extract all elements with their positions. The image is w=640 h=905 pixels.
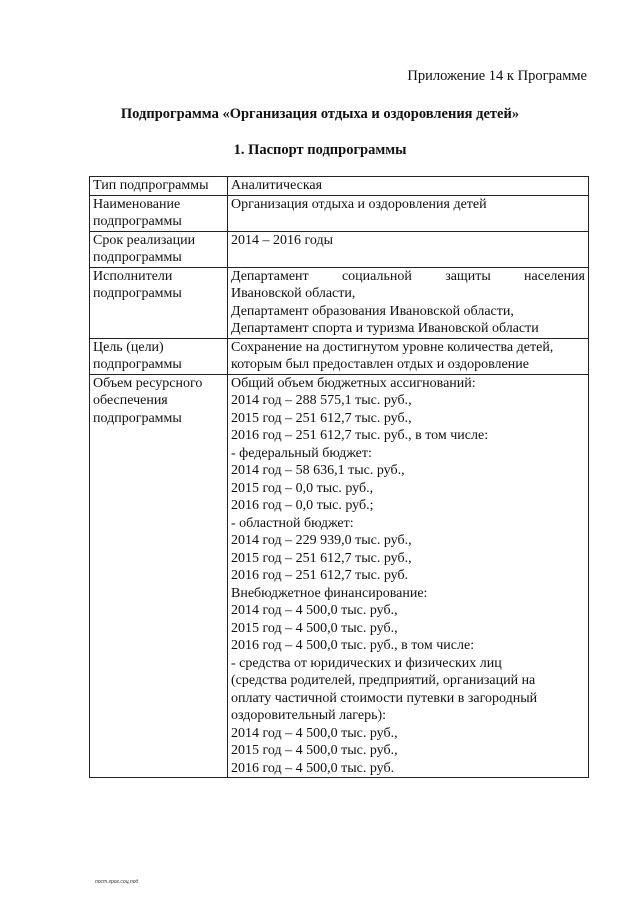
- cell-text-line: 2014 – 2016 годы: [231, 232, 334, 248]
- funding-label-cell: [90, 374, 228, 778]
- type-value-cell: [228, 177, 589, 196]
- cell-text-line: Общий объем бюджетных ассигнований:: [231, 375, 476, 391]
- cell-text-line: 2016 год – 251 612,7 тыс. руб., в том числе:: [231, 428, 489, 443]
- cell-text-line: 2015 год – 4 500,0 тыс. руб.,: [231, 620, 398, 636]
- table-row-executors: [90, 267, 589, 338]
- footer-file-code: пост.грог.соц.под: [95, 879, 139, 885]
- cell-text-line: которым был предоставлен отдых и оздоровление: [231, 357, 529, 372]
- table-row-name: [90, 195, 589, 231]
- cell-text-line: Сохранение на достигнутом уровне количества детей,: [231, 339, 554, 355]
- executors-label-cell: [90, 267, 228, 338]
- document-title: Подпрограмма «Организация отдыха и оздоровления детей»: [120, 106, 520, 122]
- cell-text-line: 2015 год – 0,0 тыс. руб.,: [231, 480, 374, 496]
- cell-text-line: 2015 год – 251 612,7 тыс. руб.,: [231, 550, 412, 566]
- cell-text-line: 2014 год – 4 500,0 тыс. руб.,: [231, 725, 398, 741]
- cell-text-line: подпрограммы: [93, 214, 182, 229]
- cell-text-line: Департамент образования Ивановской области,: [231, 303, 514, 319]
- term-label-cell: [90, 231, 228, 267]
- table-row-funding: [90, 374, 589, 778]
- cell-text-line: Внебюджетное финансирование:: [231, 585, 428, 601]
- executors-value-cell: [228, 267, 589, 338]
- cell-text-line: обеспечения: [93, 393, 168, 408]
- cell-text-line: 2014 год – 4 500,0 тыс. руб.,: [231, 603, 398, 618]
- cell-text-line: оздоровительный лагерь):: [231, 708, 387, 723]
- type-label-cell: [90, 177, 228, 196]
- funding-value-cell: [228, 374, 589, 778]
- goal-label-cell: [90, 338, 228, 374]
- cell-text-line: - областной бюджет:: [231, 515, 354, 531]
- cell-text-line: 2016 год – 251 612,7 тыс. руб.: [231, 568, 409, 583]
- cell-text-line: Департамент социальной защиты населения: [231, 268, 585, 284]
- cell-text-line: подпрограммы: [93, 357, 182, 372]
- cell-text-line: Объем ресурсного: [93, 375, 203, 391]
- cell-text-line: 2016 год – 4 500,0 тыс. руб.: [231, 760, 395, 776]
- cell-text-line: 2015 год – 251 612,7 тыс. руб.,: [231, 410, 412, 426]
- cell-text-line: Департамент спорта и туризма Ивановской области: [231, 321, 539, 336]
- passport-table: [89, 176, 589, 778]
- cell-text-line: Организация отдыха и оздоровления детей: [231, 196, 487, 212]
- appendix-reference: Приложение 14 к Программе: [407, 68, 587, 84]
- cell-text-line: 2014 год – 58 636,1 тыс. руб.,: [231, 463, 405, 478]
- cell-text-line: Срок реализации: [93, 232, 196, 248]
- cell-text-line: 2015 год – 4 500,0 тыс. руб.,: [231, 743, 398, 758]
- cell-text-line: 2014 год – 288 575,1 тыс. руб.,: [231, 393, 412, 408]
- table-row-type: [90, 177, 589, 196]
- cell-text-line: Цель (цели): [93, 339, 164, 355]
- cell-text-line: Наименование: [93, 196, 181, 212]
- cell-text-line: - федеральный бюджет:: [231, 445, 372, 461]
- name-label-cell: [90, 195, 228, 231]
- cell-text-line: подпрограммы: [93, 410, 182, 426]
- cell-text-line: Ивановской области,: [231, 286, 356, 301]
- name-value-cell: [228, 195, 589, 231]
- cell-text-line: - средства от юридических и физических лиц: [231, 655, 502, 671]
- section-heading: 1. Паспорт подпрограммы: [233, 142, 407, 158]
- goal-value-cell: [228, 338, 589, 374]
- cell-text-line: оплату частичной стоимости путевки в загородный: [231, 690, 538, 706]
- table-row-term: [90, 231, 589, 267]
- cell-text-line: 2016 год – 4 500,0 тыс. руб., в том числе:: [231, 638, 475, 653]
- cell-text-line: Исполнители: [93, 268, 173, 284]
- cell-text-line: подпрограммы: [93, 250, 182, 265]
- table-row-goal: [90, 338, 589, 374]
- cell-text-line: (средства родителей, предприятий, организаций на: [231, 673, 536, 688]
- cell-text-line: 2014 год – 229 939,0 тыс. руб.,: [231, 533, 412, 548]
- term-value-cell: [228, 231, 589, 267]
- cell-text-line: 2016 год – 0,0 тыс. руб.;: [231, 498, 374, 513]
- cell-text-line: Тип подпрограммы: [93, 178, 209, 193]
- cell-text-line: подпрограммы: [93, 286, 182, 301]
- cell-text-line: Аналитическая: [231, 178, 323, 193]
